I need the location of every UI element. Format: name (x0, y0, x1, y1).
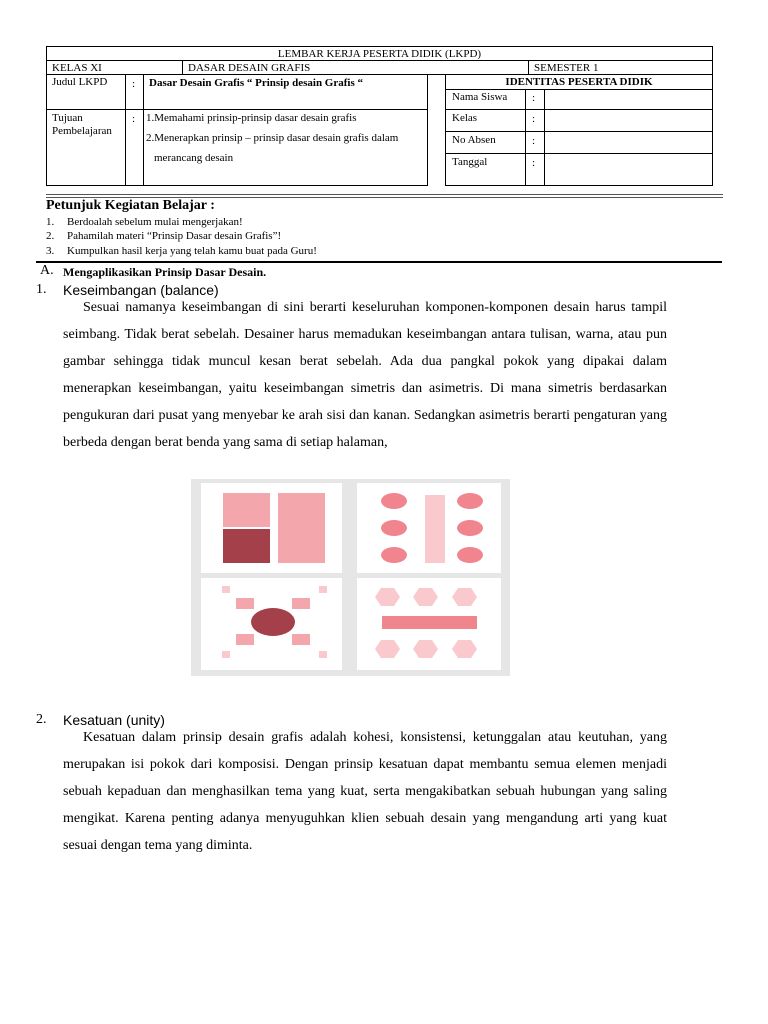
rect-dark (223, 529, 270, 563)
petunjuk-num: 2. (46, 230, 55, 242)
tujuan-item: 1.Memahami prinsip-prinsip dasar desain grafis (146, 112, 357, 124)
petunjuk-item: Kumpulkan hasil kerja yang telah kamu buat pada Guru! (67, 245, 317, 257)
section-title: Mengaplikasikan Prinsip Dasar Desain. (63, 265, 267, 279)
illus-panel-radial (201, 578, 342, 670)
point-body: Sesuai namanya keseimbangan di sini berarti keseluruhan komponen-komponen desain harus tampil seimbang. Tidak berat sebelah. Desainer harus memadukan keseimbangan antara tulisan, warna, atau pun gambar sehingga tidak muncul kesan berat sebelah. Ada dua pangkal pokok yang dipakai dalam menerapkan keseimbangan, yaitu keseimbangan simetris dan asimetris. Di mana simetris berdasarkan pengukuran dari pusat yang menyebar ke arah sisi dan kanan. Sedangkan asimetris berarti pengaturan yang berbeda dengan berat benda yang sama di setiap halaman, (63, 300, 667, 450)
colon: : (532, 113, 536, 125)
rect-light (223, 493, 270, 527)
judul-value: Dasar Desain Grafis “ Prinsip desain Grafis “ (149, 77, 364, 89)
illus-panel-asym (201, 483, 342, 573)
illus-panel-hex (357, 578, 501, 670)
identitas-title: IDENTITAS PESERTA DIDIK (505, 76, 653, 88)
colon: : (532, 157, 536, 169)
point-title: Kesatuan (unity) (63, 712, 165, 728)
petunjuk-num: 3. (46, 245, 55, 257)
mapel-cell: DASAR DESAIN GRAFIS (183, 61, 529, 75)
section-letter: A. (40, 263, 54, 278)
tujuan-item: 2.Menerapkan prinsip – prinsip dasar desain grafis dalam (146, 132, 399, 144)
identitas-field-nama: Nama Siswa (452, 91, 508, 103)
illus-panel-sym (357, 483, 501, 573)
tujuan-label: Tujuan Pembelajaran (52, 112, 112, 137)
point-num: 1. (36, 282, 47, 297)
judul-label: Judul LKPD (52, 76, 108, 88)
tujuan-colon: : (132, 113, 136, 125)
worksheet-title: LEMBAR KERJA PESERTA DIDIK (LKPD) (47, 47, 713, 61)
double-rule (46, 194, 723, 195)
identitas-field-tanggal: Tanggal (452, 156, 488, 168)
petunjuk-item: Pahamilah materi “Prinsip Dasar desain Grafis”! (67, 230, 282, 242)
petunjuk-item: Berdoalah sebelum mulai mengerjakan! (67, 216, 243, 228)
colon: : (532, 135, 536, 147)
identitas-field-kelas: Kelas (452, 112, 478, 124)
point-title: Keseimbangan (balance) (63, 282, 219, 298)
rect-tall (278, 493, 325, 563)
judul-colon: : (132, 78, 136, 90)
point-body: Kesatuan dalam prinsip desain grafis adalah kohesi, konsistensi, ketunggalan atau keutuhan, yang merupakan isi pokok dari komposisi. Dengan prinsip kesatuan dapat membantu semua elemen menjadi sebuah kepaduan dan menghasilkan tema yang kuat, serta mengakibatkan sebuah hubungan yang saling mengikat. Karena penting adanya menyuguhkan klien sebuah desain yang mengandung arti yang kuat sesuai dengan tema yang diminta. (63, 730, 667, 853)
colon: : (532, 92, 536, 104)
hexagon-shapes (357, 578, 501, 670)
tujuan-item: merancang desain (154, 152, 234, 164)
point-num: 2. (36, 712, 47, 727)
section-rule (36, 261, 722, 263)
semester-cell: SEMESTER 1 (529, 61, 713, 75)
balance-illustration (191, 479, 510, 676)
header-table (46, 46, 713, 75)
kelas-cell: KELAS XI (47, 61, 183, 75)
petunjuk-title: Petunjuk Kegiatan Belajar : (46, 198, 215, 213)
identitas-field-absen: No Absen (452, 134, 496, 146)
petunjuk-num: 1. (46, 216, 55, 228)
